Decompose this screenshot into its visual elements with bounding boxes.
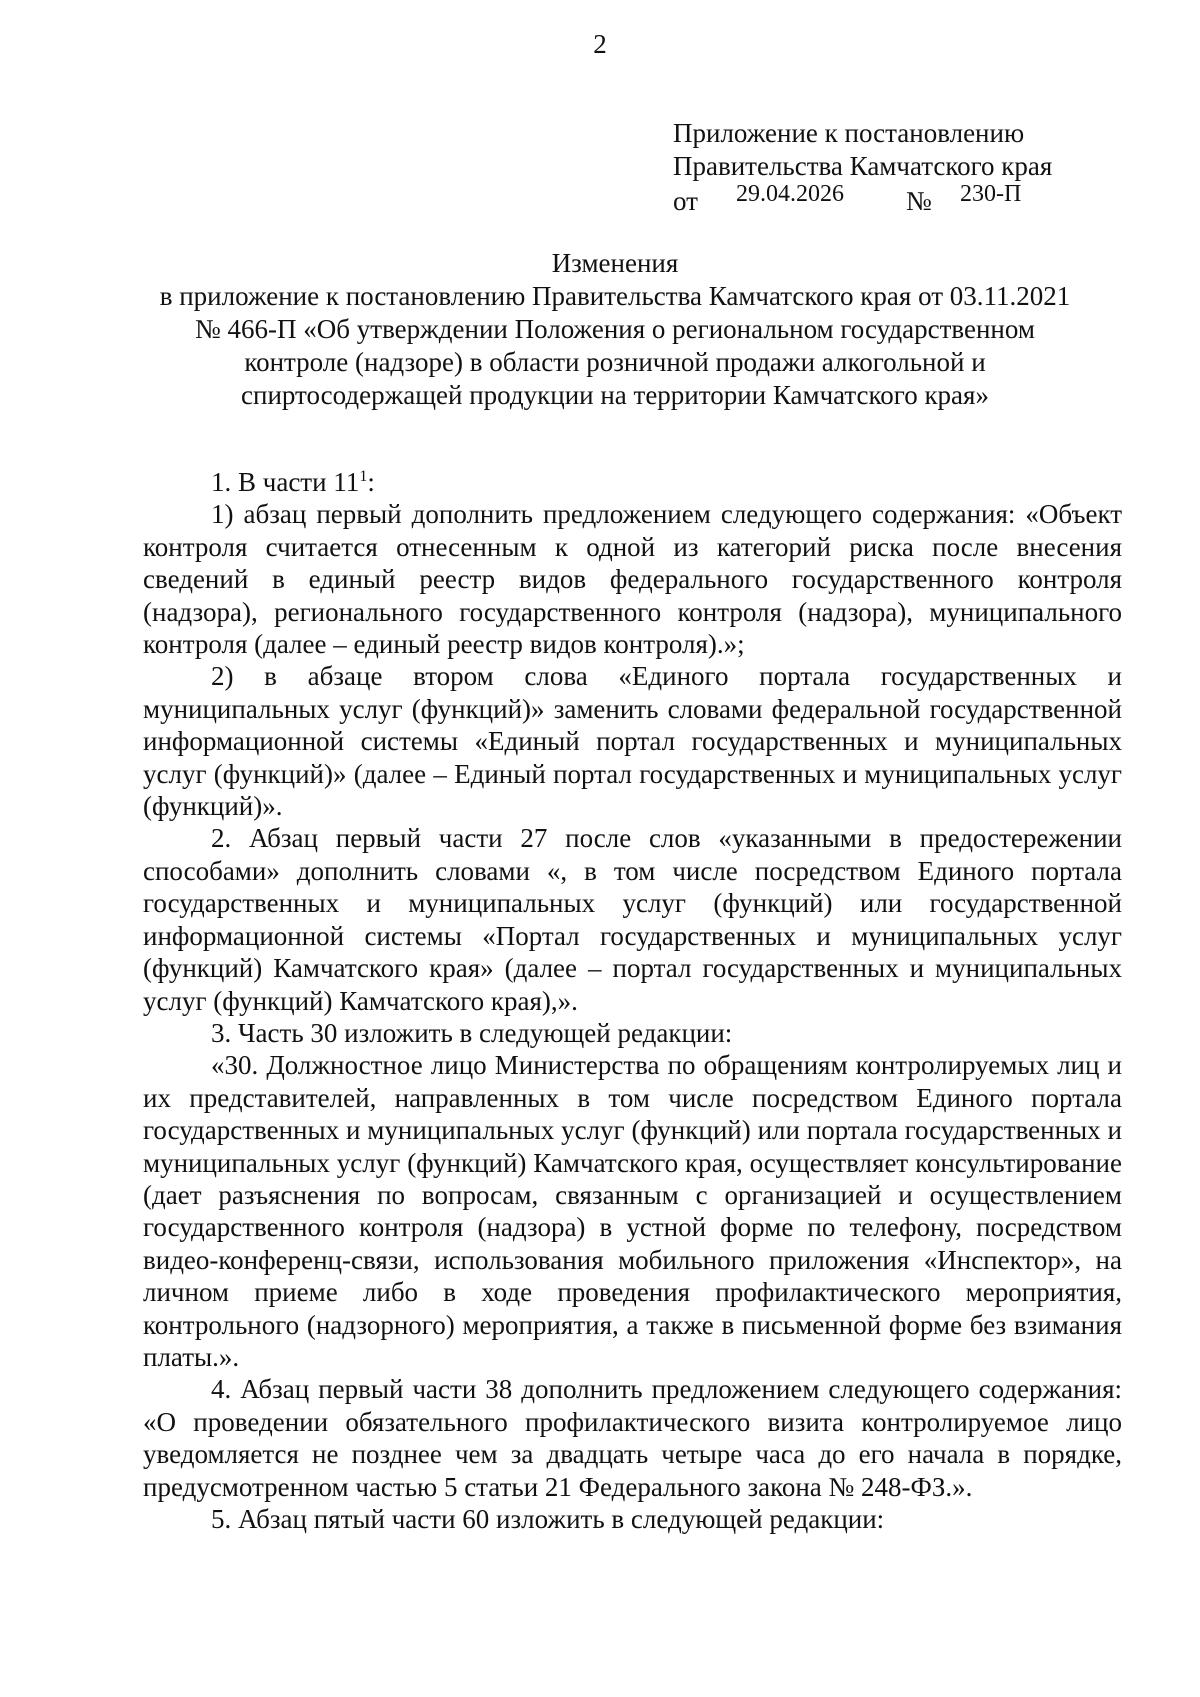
paragraph-7: 4. Абзац первый части 38 дополнить предложением следующего содержания: «О проведении обязательного профилактического визита контролируемое лицо уведомляется не позднее чем за двадцать четыре часа до его начала в порядке, предусмотренном частью 5 статьи 21 Федерального закона № 248-ФЗ.». (143, 1374, 1122, 1502)
appendix-header (673, 117, 1093, 216)
title-line-4: спиртосодержащей продукции на территории Камчатского края» (241, 380, 989, 410)
paragraph-1-superscript: 1 (359, 468, 368, 485)
paragraph-4: 2. Абзац первый части 27 после слов «указанными в предостережении способами» дополнить словами «, в том числе посредством Единого портала государственных и муниципальных услуг (функций) или государственной информационной системы «Портал государственных и муниципальных услуг (функций) Камчатского края» (далее – портал государственных и муниципальных услуг (функций) Камчатского края),». (143, 823, 1122, 1016)
paragraph-1-text: 1. В части 11 (211, 467, 360, 497)
paragraph-8: 5. Абзац пятый части 60 изложить в следующей редакции: (211, 1504, 885, 1534)
paragraph-5: 3. Часть 30 изложить в следующей редакции: (211, 1017, 733, 1048)
number-label: № (906, 186, 932, 216)
document-number: 230-П (960, 181, 1022, 207)
document-body (143, 466, 1122, 1535)
paragraph-2: 1) абзац первый дополнить предложением следующего содержания: «Объект контроля считается отнесенным к одной из категорий риска после внесения сведений в единый реестр видов федерального государственного контроля (надзора), регионального государственного контроля (надзора), муниципального контроля (далее – единый реестр видов контроля).»; (143, 499, 1122, 660)
paragraph-1 (143, 466, 1122, 498)
document-date: 29.04.2026 (736, 181, 844, 207)
title-heading: Изменения (551, 248, 679, 278)
appendix-line-1: Приложение к постановлению (673, 118, 1025, 148)
title-line-3: контроле (надзоре) в области розничной продажи алкогольной и (244, 347, 986, 377)
paragraph-1-colon: : (367, 467, 375, 497)
paragraph-3: 2) в абзаце втором слова «Единого портала государственных и муниципальных услуг (функций)» заменить словами федеральной государственной информационной системы «Единый портал государственных и муниципальных услуг (функций)» (далее – Единый портал государственных и муниципальных услуг (функций)». (143, 661, 1122, 822)
appendix-date-line (673, 183, 1093, 216)
from-label: от (673, 186, 698, 216)
paragraph-6: «30. Должностное лицо Министерства по обращениям контролируемых лиц и их представителей, направленных в том числе посредством Единого портала государственных и муниципальных услуг (функций) или портала государственных и муниципальных услуг (функций) Камчатского края, осуществляет консультирование (дает разъяснения по вопросам, связанным с организацией и осуществлением государственного контроля (надзора) в устной форме по телефону, посредством видео-конференц-связи, использования мобильного приложения «Инспектор», на личном приеме либо в ходе проведения профилактического мероприятия, контрольного (надзорного) мероприятия, а также в письменной форме без взимания платы.». (143, 1050, 1122, 1372)
document-title (140, 247, 1090, 412)
appendix-line-2: Правительства Камчатского края (673, 151, 1053, 181)
page-number: 2 (593, 29, 607, 59)
title-line-2: № 466-П «Об утверждении Положения о региональном государственном (195, 314, 1035, 344)
title-line-1: в приложение к постановлению Правительства Камчатского края от 03.11.2021 (159, 281, 1071, 311)
